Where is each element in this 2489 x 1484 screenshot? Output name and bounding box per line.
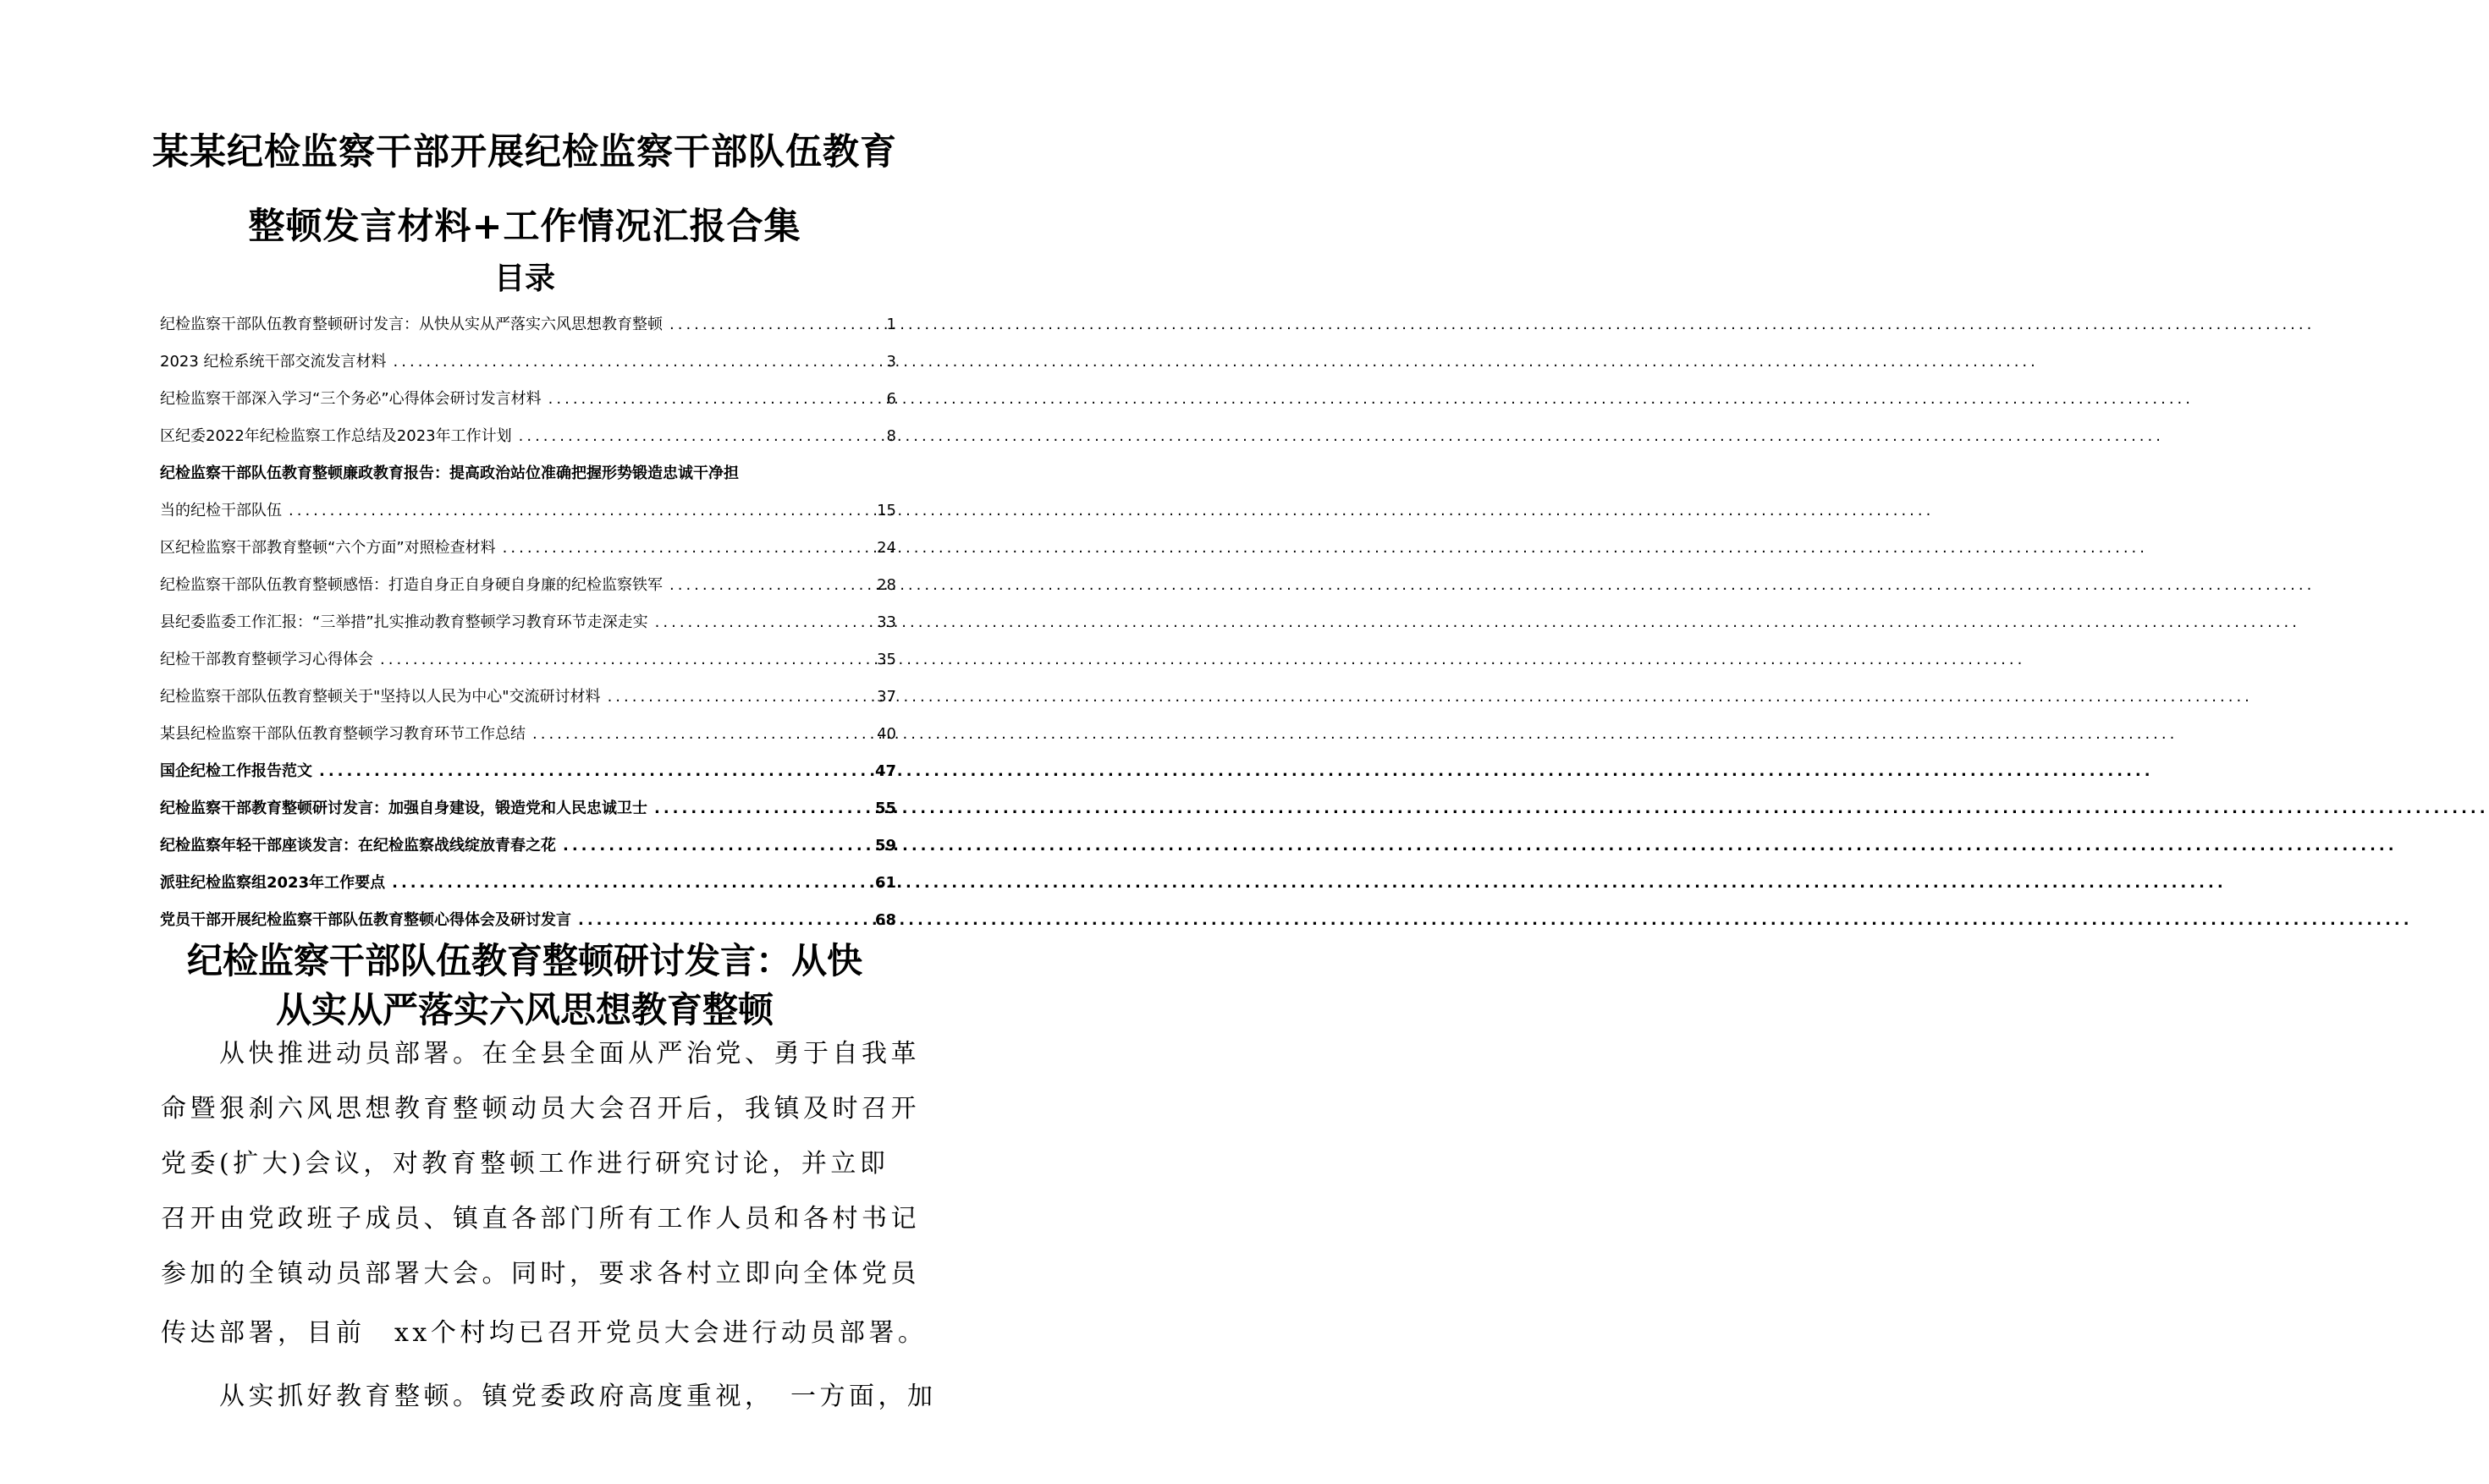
table-of-contents [160,306,896,939]
toc-entry-page: 55 [874,800,896,817]
toc-entry-text: 纪检监察干部深入学习“三个务必”心得体会研讨发言材料 [160,390,542,408]
toc-entry-page: 59 [874,837,896,855]
document-title-line-1: 某某纪检监察干部开展纪检监察干部队伍教育 [152,131,897,173]
toc-entry-text: 派驻纪检监察组2023年工作要点 [160,874,386,892]
toc-dot-leader [669,567,870,604]
toc-entry[interactable] [160,753,896,790]
body-text-line: 召开由党政班子成员、镇直各部门所有工作人员和各村书记 [161,1204,920,1234]
toc-entry-text: 纪检监察干部队伍教育整顿关于"坚持以人民为中心"交流研讨材料 [160,688,601,706]
toc-entry-page: 15 [877,502,896,519]
toc-entry-text: 纪检监察年轻干部座谈发言：在纪检监察战线绽放青春之花 [160,837,556,855]
toc-entry-page: 3 [886,353,896,371]
toc-entry[interactable] [160,865,896,902]
toc-entry-page: 1 [886,316,896,333]
document-page [0,0,1049,1484]
toc-entry-text-continuation: 当的纪检干部队伍 [160,502,282,519]
toc-dot-leader [578,902,868,939]
toc-entry-text: 区纪委2022年纪检监察工作总结及2023年工作计划 [160,427,512,445]
toc-entry[interactable] [160,567,896,604]
body-text-line: 参加的全镇动员部署大会。同时，要求各村立即向全体党员 [161,1259,920,1289]
toc-entry[interactable] [160,790,896,827]
toc-dot-leader [669,306,871,344]
toc-entry-page: 35 [877,651,896,668]
toc-entry[interactable] [160,344,896,381]
toc-dot-leader [394,344,871,381]
toc-entry-text: 纪检监察干部队伍教育整顿研讨发言：从快从实从严落实六风思想教育整顿 [160,316,663,333]
toc-entry[interactable] [160,381,896,418]
toc-entry-page: 47 [874,762,896,780]
toc-entry[interactable] [160,530,896,567]
toc-entry-page: 8 [886,427,896,445]
toc-entry[interactable] [160,716,896,753]
toc-entry-text: 2023 纪检系统干部交流发言材料 [160,353,387,371]
document-title-line-2: 整顿发言材料+工作情况汇报合集 [248,206,801,248]
toc-dot-leader [319,753,868,790]
toc-entry[interactable] [160,827,896,865]
body-text-line: 从实抓好教育整顿。镇党委政府高度重视， 一方面，加 [161,1382,937,1411]
toc-dot-leader [654,790,868,827]
toc-entry[interactable] [160,641,896,679]
toc-entry-text: 县纪委监委工作汇报：“三举措”扎实推动教育整顿学习教育环节走深走实 [160,613,648,631]
toc-entry[interactable] [160,679,896,716]
toc-entry[interactable] [160,604,896,641]
toc-dot-leader [380,641,870,679]
toc-dot-leader [548,381,871,418]
toc-entry-page: 61 [874,874,896,892]
toc-dot-leader [392,865,868,902]
section-title-line-2: 从实从严落实六风思想教育整顿 [275,989,774,1031]
toc-entry-page: 68 [874,911,896,929]
toc-dot-leader [563,827,868,865]
toc-entry-page: 28 [877,576,896,594]
section-title-line-1: 纪检监察干部队伍教育整顿研讨发言：从快 [186,940,862,981]
toc-entry-text: 纪检监察干部队伍教育整顿感悟：打造自身正自身硬自身廉的纪检监察铁军 [160,576,663,594]
toc-entry-text: 国企纪检工作报告范文 [160,762,312,780]
toc-dot-leader [503,530,870,567]
toc-entry-page: 37 [877,688,896,706]
toc-entry-page: 6 [886,390,896,408]
toc-entry[interactable] [160,455,896,492]
toc-entry-text: 区纪检监察干部教育整顿“六个方面”对照检查材料 [160,539,496,557]
toc-entry-text: 纪检监察干部教育整顿研讨发言：加强自身建设，锻造党和人民忠诚卫士 [160,800,647,817]
toc-entry[interactable] [160,418,896,455]
toc-dot-leader [519,418,871,455]
body-text-line: 党委(扩大)会议，对教育整顿工作进行研究讨论，并立即 [161,1149,889,1179]
body-text-line: 传达部署，目前 xx个村均已召开党员大会进行动员部署。 [161,1318,928,1348]
toc-entry[interactable] [160,306,896,344]
toc-dot-leader [608,679,871,716]
toc-entry-text: 纪检监察干部队伍教育整顿廉政教育报告：提高政治站位准确把握形势锻造忠诚干净担 [160,464,739,482]
toc-dot-leader [655,604,870,641]
toc-heading: 目录 [493,261,555,296]
toc-entry-text: 党员干部开展纪检监察干部队伍教育整顿心得体会及研讨发言 [160,911,571,929]
toc-entry-text: 纪检干部教育整顿学习心得体会 [160,651,373,668]
toc-entry-page: 24 [877,539,896,557]
body-text-line: 从快推进动员部署。在全县全面从严治党、勇于自我革 [161,1039,920,1069]
toc-entry[interactable] [160,902,896,939]
body-text-line: 命暨狠刹六风思想教育整顿动员大会召开后，我镇及时召开 [161,1094,920,1124]
toc-entry-page: 40 [877,725,896,743]
toc-entry-page: 33 [877,613,896,631]
toc-entry-continuation[interactable] [160,492,896,530]
toc-entry-text: 某县纪检监察干部队伍教育整顿学习教育环节工作总结 [160,725,526,743]
toc-dot-leader [532,716,870,753]
toc-dot-leader [289,492,870,530]
